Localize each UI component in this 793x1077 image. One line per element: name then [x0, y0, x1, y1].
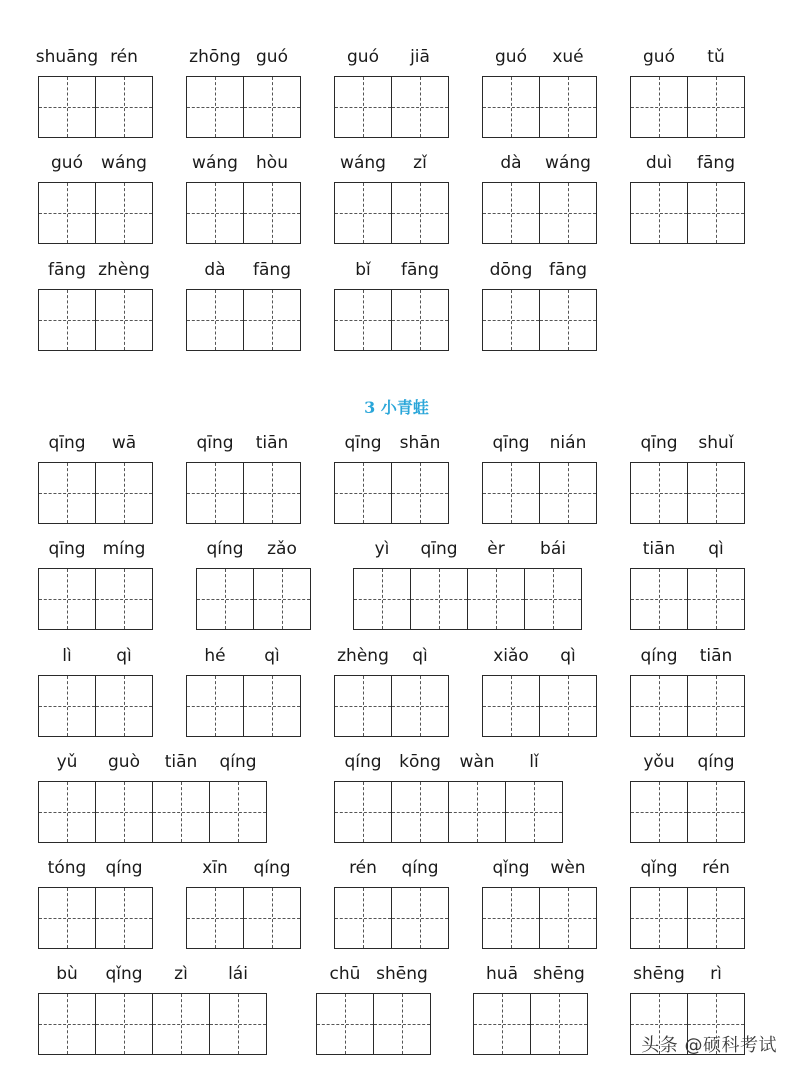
tian-grid-box[interactable] — [152, 993, 210, 1055]
writing-boxes — [482, 289, 596, 351]
pinyin-label: shuāng — [35, 47, 99, 67]
writing-boxes — [630, 675, 744, 737]
pinyin-label: qīng — [48, 433, 86, 453]
writing-boxes — [334, 887, 448, 949]
pinyin-label: fāng — [697, 153, 735, 173]
pinyin-label: yǔ — [56, 752, 78, 772]
writing-boxes — [38, 781, 266, 843]
tian-grid-box[interactable] — [687, 76, 745, 138]
tian-grid-box[interactable] — [95, 781, 153, 843]
writing-boxes — [38, 993, 266, 1055]
writing-boxes — [38, 675, 152, 737]
pinyin-label: shuǐ — [698, 433, 734, 453]
tian-grid-box[interactable] — [505, 781, 563, 843]
tian-grid-box[interactable] — [243, 887, 301, 949]
pinyin-label: zǐ — [413, 153, 427, 173]
tian-grid-box[interactable] — [482, 462, 540, 524]
writing-boxes — [38, 568, 152, 630]
tian-grid-box[interactable] — [95, 993, 153, 1055]
tian-grid-box[interactable] — [473, 993, 531, 1055]
pinyin-label: rén — [110, 47, 138, 67]
pinyin-label: zì — [174, 964, 188, 984]
tian-grid-box[interactable] — [539, 675, 597, 737]
tian-grid-box[interactable] — [152, 781, 210, 843]
writing-boxes — [334, 675, 448, 737]
writing-boxes — [630, 781, 744, 843]
pinyin-label: shēng — [633, 964, 685, 984]
pinyin-label: rén — [349, 858, 377, 878]
pinyin-label: dà — [500, 153, 522, 173]
pinyin-label: tiān — [164, 752, 198, 772]
pinyin-label: tiān — [642, 539, 676, 559]
tian-grid-box[interactable] — [630, 76, 688, 138]
writing-boxes — [353, 568, 581, 630]
pinyin-label: guò — [108, 752, 140, 772]
pinyin-label: fāng — [48, 260, 86, 280]
writing-boxes — [38, 182, 152, 244]
tian-grid-box[interactable] — [539, 462, 597, 524]
tian-grid-box[interactable] — [482, 289, 540, 351]
tian-grid-box[interactable] — [38, 76, 96, 138]
pinyin-label: qīng — [492, 433, 530, 453]
pinyin-label: zhèng — [98, 260, 150, 280]
tian-grid-box[interactable] — [334, 462, 392, 524]
pinyin-label: qíng — [401, 858, 439, 878]
writing-boxes — [630, 568, 744, 630]
pinyin-label: qīng — [420, 539, 458, 559]
writing-boxes — [186, 289, 300, 351]
pinyin-label: bái — [540, 539, 566, 559]
pinyin-label: qì — [412, 646, 428, 666]
writing-boxes — [186, 675, 300, 737]
pinyin-label: tóng — [47, 858, 87, 878]
tian-grid-box[interactable] — [530, 993, 588, 1055]
pinyin-label: qíng — [640, 646, 678, 666]
writing-boxes — [186, 182, 300, 244]
pinyin-label: lái — [228, 964, 248, 984]
writing-boxes — [630, 76, 744, 138]
pinyin-label: shān — [399, 433, 441, 453]
pinyin-label: qíng — [253, 858, 291, 878]
pinyin-label: qíng — [697, 752, 735, 772]
tian-grid-box[interactable] — [687, 781, 745, 843]
tian-grid-box[interactable] — [391, 781, 449, 843]
watermark: 头条 @硕科考试 — [641, 1035, 777, 1056]
pinyin-label: tiān — [255, 433, 289, 453]
tian-grid-box[interactable] — [186, 675, 244, 737]
tian-grid-box[interactable] — [95, 675, 153, 737]
tian-grid-box[interactable] — [334, 182, 392, 244]
pinyin-label: kōng — [399, 752, 441, 772]
pinyin-label: bǐ — [355, 260, 371, 280]
tian-grid-box[interactable] — [243, 182, 301, 244]
pinyin-label: yǒu — [643, 752, 675, 772]
tian-grid-box[interactable] — [95, 887, 153, 949]
writing-boxes — [316, 993, 430, 1055]
pinyin-label: lì — [62, 646, 72, 666]
pinyin-label: xīn — [202, 858, 228, 878]
writing-boxes — [630, 462, 744, 524]
tian-grid-box[interactable] — [687, 462, 745, 524]
pinyin-label: èr — [487, 539, 505, 559]
pinyin-label: guó — [495, 47, 527, 67]
pinyin-label: xué — [552, 47, 584, 67]
tian-grid-box[interactable] — [687, 568, 745, 630]
tian-grid-box[interactable] — [38, 182, 96, 244]
tian-grid-box[interactable] — [38, 289, 96, 351]
tian-grid-box[interactable] — [186, 76, 244, 138]
pinyin-label: dōng — [489, 260, 533, 280]
tian-grid-box[interactable] — [391, 289, 449, 351]
tian-grid-box[interactable] — [334, 781, 392, 843]
tian-grid-box[interactable] — [391, 887, 449, 949]
pinyin-label: tiān — [699, 646, 733, 666]
tian-grid-box[interactable] — [334, 887, 392, 949]
tian-grid-box[interactable] — [391, 182, 449, 244]
pinyin-label: yì — [374, 539, 390, 559]
pinyin-label: chū — [329, 964, 361, 984]
tian-grid-box[interactable] — [95, 568, 153, 630]
pinyin-label: jiā — [410, 47, 430, 67]
tian-grid-box[interactable] — [209, 993, 267, 1055]
writing-boxes — [482, 675, 596, 737]
tian-grid-box[interactable] — [687, 182, 745, 244]
writing-boxes — [334, 76, 448, 138]
writing-boxes — [482, 462, 596, 524]
tian-grid-box[interactable] — [243, 462, 301, 524]
writing-boxes — [38, 887, 152, 949]
tian-grid-box[interactable] — [482, 887, 540, 949]
pinyin-label: qíng — [219, 752, 257, 772]
pinyin-label: qì — [560, 646, 576, 666]
pinyin-label: wàn — [459, 752, 495, 772]
writing-boxes — [334, 781, 562, 843]
tian-grid-box[interactable] — [243, 76, 301, 138]
pinyin-label: wèn — [550, 858, 586, 878]
pinyin-label: dà — [204, 260, 226, 280]
tian-grid-box[interactable] — [38, 462, 96, 524]
tian-grid-box[interactable] — [186, 182, 244, 244]
writing-boxes — [186, 887, 300, 949]
tian-grid-box[interactable] — [95, 182, 153, 244]
tian-grid-box[interactable] — [539, 182, 597, 244]
tian-grid-box[interactable] — [38, 993, 96, 1055]
pinyin-label: zhōng — [189, 47, 241, 67]
pinyin-label: qì — [708, 539, 724, 559]
tian-grid-box[interactable] — [539, 289, 597, 351]
pinyin-label: rì — [710, 964, 722, 984]
pinyin-label: duì — [645, 153, 673, 173]
tian-grid-box[interactable] — [334, 675, 392, 737]
pinyin-label: qì — [116, 646, 132, 666]
tian-grid-box[interactable] — [630, 182, 688, 244]
pinyin-label: xiǎo — [493, 646, 529, 666]
pinyin-label: hé — [204, 646, 226, 666]
tian-grid-box[interactable] — [38, 781, 96, 843]
pinyin-label: bù — [56, 964, 78, 984]
pinyin-label: shēng — [533, 964, 585, 984]
pinyin-label: hòu — [256, 153, 288, 173]
tian-grid-box[interactable] — [391, 462, 449, 524]
pinyin-label: qīng — [344, 433, 382, 453]
pinyin-label: qǐng — [640, 858, 678, 878]
tian-grid-box[interactable] — [38, 568, 96, 630]
pinyin-label: zǎo — [267, 539, 297, 559]
tian-grid-box[interactable] — [209, 781, 267, 843]
tian-grid-box[interactable] — [38, 887, 96, 949]
section-title: 3 小青蛙 — [364, 398, 429, 417]
tian-grid-box[interactable] — [630, 887, 688, 949]
pinyin-label: qǐng — [492, 858, 530, 878]
writing-boxes — [38, 289, 152, 351]
pinyin-label: qíng — [344, 752, 382, 772]
tian-grid-box[interactable] — [448, 781, 506, 843]
tian-grid-box[interactable] — [373, 993, 431, 1055]
pinyin-label: wáng — [340, 153, 386, 173]
tian-grid-box[interactable] — [630, 462, 688, 524]
tian-grid-box[interactable] — [334, 289, 392, 351]
tian-grid-box[interactable] — [687, 675, 745, 737]
tian-grid-box[interactable] — [95, 289, 153, 351]
pinyin-label: qīng — [640, 433, 678, 453]
pinyin-label: nián — [549, 433, 587, 453]
tian-grid-box[interactable] — [482, 76, 540, 138]
writing-boxes — [334, 182, 448, 244]
tian-grid-box[interactable] — [334, 76, 392, 138]
tian-grid-box[interactable] — [482, 675, 540, 737]
writing-boxes — [186, 76, 300, 138]
writing-boxes — [186, 462, 300, 524]
writing-boxes — [334, 289, 448, 351]
pinyin-label: guó — [256, 47, 288, 67]
tian-grid-box[interactable] — [243, 675, 301, 737]
tian-grid-box[interactable] — [391, 76, 449, 138]
tian-grid-box[interactable] — [539, 887, 597, 949]
tian-grid-box[interactable] — [630, 675, 688, 737]
pinyin-label: qīng — [48, 539, 86, 559]
pinyin-label: fāng — [253, 260, 291, 280]
tian-grid-box[interactable] — [38, 675, 96, 737]
pinyin-label: zhèng — [337, 646, 389, 666]
pinyin-label: lǐ — [529, 752, 539, 772]
tian-grid-box[interactable] — [630, 781, 688, 843]
writing-boxes — [482, 76, 596, 138]
pinyin-label: qíng — [206, 539, 244, 559]
pinyin-label: wā — [111, 433, 137, 453]
tian-grid-box[interactable] — [316, 993, 374, 1055]
tian-grid-box[interactable] — [482, 182, 540, 244]
pinyin-label: qì — [264, 646, 280, 666]
pinyin-label: wáng — [192, 153, 238, 173]
tian-grid-box[interactable] — [410, 568, 468, 630]
pinyin-label: wáng — [545, 153, 591, 173]
pinyin-label: guó — [643, 47, 675, 67]
writing-boxes — [482, 182, 596, 244]
tian-grid-box[interactable] — [186, 462, 244, 524]
pinyin-label: guó — [51, 153, 83, 173]
writing-boxes — [196, 568, 310, 630]
tian-grid-box[interactable] — [524, 568, 582, 630]
tian-grid-box[interactable] — [95, 76, 153, 138]
writing-boxes — [38, 462, 152, 524]
tian-grid-box[interactable] — [243, 289, 301, 351]
writing-boxes — [630, 182, 744, 244]
tian-grid-box[interactable] — [186, 289, 244, 351]
pinyin-label: rén — [702, 858, 730, 878]
tian-grid-box[interactable] — [196, 568, 254, 630]
tian-grid-box[interactable] — [687, 887, 745, 949]
writing-boxes — [334, 462, 448, 524]
pinyin-label: míng — [102, 539, 146, 559]
tian-grid-box[interactable] — [539, 76, 597, 138]
tian-grid-box[interactable] — [353, 568, 411, 630]
pinyin-label: fāng — [549, 260, 587, 280]
pinyin-label: qīng — [196, 433, 234, 453]
tian-grid-box[interactable] — [391, 675, 449, 737]
pinyin-label: fāng — [401, 260, 439, 280]
writing-boxes — [473, 993, 587, 1055]
tian-grid-box[interactable] — [467, 568, 525, 630]
writing-boxes — [38, 76, 152, 138]
pinyin-label: guó — [347, 47, 379, 67]
pinyin-label: tǔ — [707, 47, 725, 67]
pinyin-label: qǐng — [105, 964, 143, 984]
writing-boxes — [482, 887, 596, 949]
pinyin-label: huā — [486, 964, 518, 984]
tian-grid-box[interactable] — [253, 568, 311, 630]
tian-grid-box[interactable] — [630, 568, 688, 630]
pinyin-label: wáng — [101, 153, 147, 173]
tian-grid-box[interactable] — [186, 887, 244, 949]
writing-boxes — [630, 887, 744, 949]
pinyin-label: qíng — [105, 858, 143, 878]
pinyin-label: shēng — [376, 964, 428, 984]
tian-grid-box[interactable] — [95, 462, 153, 524]
